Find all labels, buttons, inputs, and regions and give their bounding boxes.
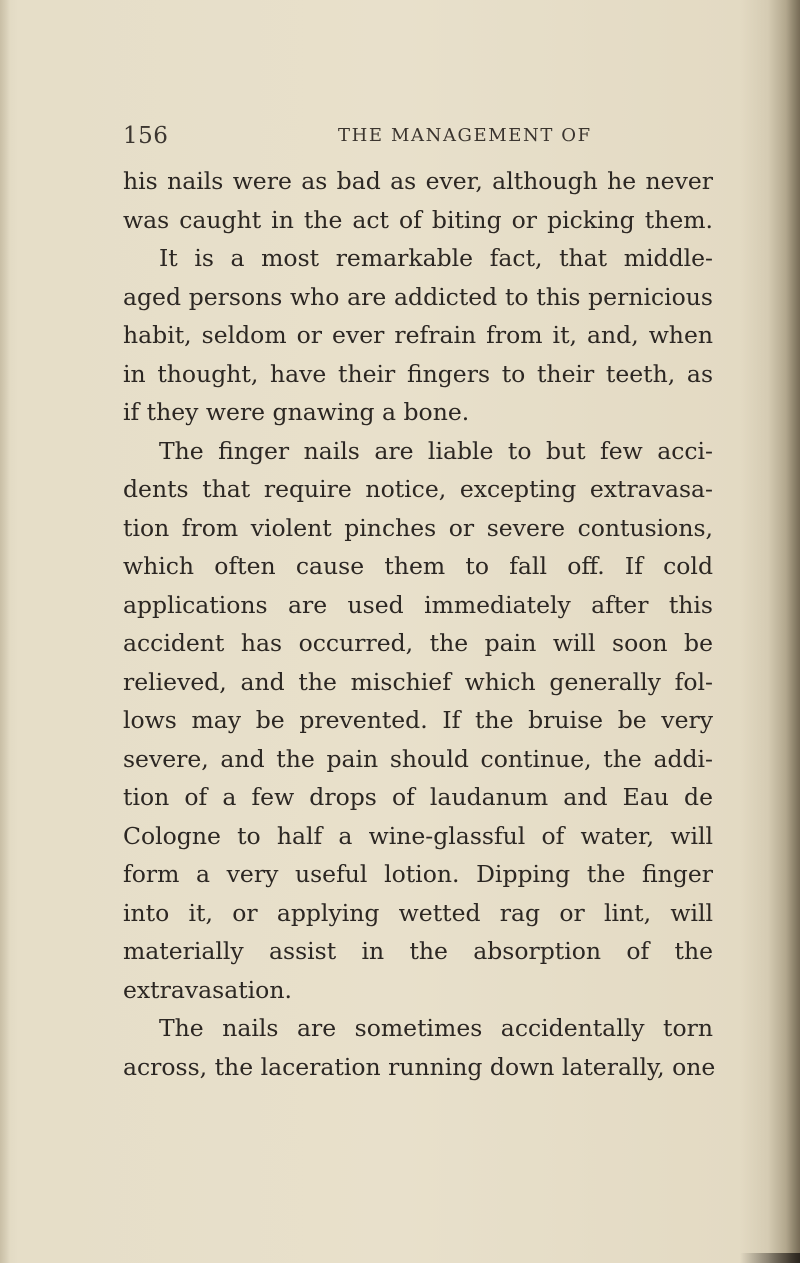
text-line: accident has occurred, the pain will soon be — [123, 629, 713, 657]
text-line: severe, and the pain should continue, the addi- — [123, 744, 713, 773]
text-line: in thought, have their fingers to their teeth, as — [123, 359, 713, 388]
text-line: extravasation. — [123, 975, 292, 1004]
text-line: into it, or applying wetted rag or lint, will — [123, 898, 713, 927]
text-line: which often cause them to fall off. If cold — [123, 552, 713, 580]
text-line: applications are used immediately after this — [123, 590, 713, 619]
text-line: Cologne to half a wine-glassful of water, will — [123, 821, 713, 850]
text-line: dents that require notice, excepting extravasa- — [123, 475, 713, 503]
page-gutter-shadow — [768, 0, 800, 1263]
text-line: tion of a few drops of laudanum and Eau de — [123, 783, 713, 811]
body-text — [123, 162, 716, 1086]
page-header — [123, 120, 713, 152]
running-head: THE MANAGEMENT OF — [338, 125, 592, 146]
text-line: his nails were as bad as ever, although he never — [123, 167, 713, 195]
text-line: across, the laceration running down laterally, one — [123, 1052, 716, 1081]
text-line: lows may be prevented. If the bruise be very — [123, 706, 713, 734]
text-line: was caught in the act of biting or picking them. — [123, 205, 713, 234]
text-line: materially assist in the absorption of the — [123, 937, 713, 965]
page-number: 156 — [123, 123, 169, 149]
text-line: relieved, and the mischief which generally fol- — [123, 667, 713, 696]
text-line: The nails are sometimes accidentally torn — [159, 1014, 713, 1042]
text-line: The finger nails are liable to but few acci- — [159, 436, 713, 465]
text-line: tion from violent pinches or severe contusions, — [123, 513, 713, 542]
text-line: It is a most remarkable fact, that middle- — [159, 244, 713, 272]
text-line: habit, seldom or ever refrain from it, and, when — [123, 321, 713, 349]
text-line: form a very useful lotion. Dipping the finger — [123, 860, 713, 888]
page-left-edge — [0, 0, 10, 1263]
text-line: aged persons who are addicted to this pernicious — [123, 282, 713, 311]
text-line: if they were gnawing a bone. — [123, 398, 470, 426]
page-corner-shadow — [740, 1253, 800, 1263]
